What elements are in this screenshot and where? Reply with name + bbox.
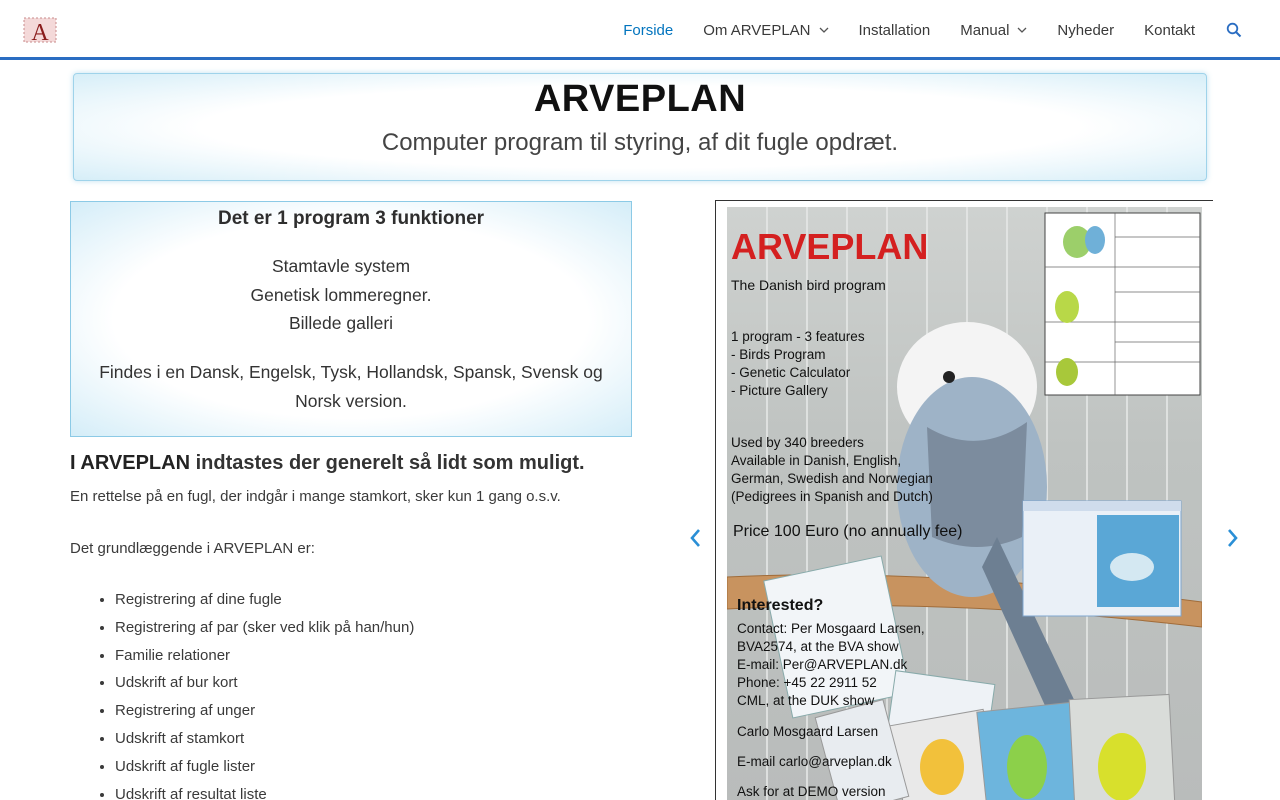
hero-banner bbox=[73, 73, 1207, 181]
list-item: • Registrering af dine fugle bbox=[115, 590, 414, 618]
nav-label: Om ARVEPLAN bbox=[703, 21, 811, 39]
chevron-right-icon bbox=[1222, 527, 1242, 549]
nav-label: Manual bbox=[960, 21, 1010, 39]
hero-title: ARVEPLAN bbox=[533, 78, 747, 120]
nav-label: Forside bbox=[623, 21, 674, 39]
nav-item-installation[interactable] bbox=[844, 0, 946, 60]
list-item: • Registrering af par (sker ved klik på han/hun) bbox=[115, 618, 414, 646]
list-item: • Registrering af unger bbox=[115, 701, 414, 729]
poster-contact-line: CML, at the DUK show bbox=[737, 693, 875, 708]
intro-heading-bold: I ARVEPLAN bbox=[70, 452, 191, 474]
slider-next-button[interactable] bbox=[1222, 527, 1242, 549]
poster-price: Price 100 Euro (no annually fee) bbox=[733, 523, 963, 540]
chevron-down-icon bbox=[819, 25, 829, 35]
intro-paragraph-basics: Det grundlæggende i ARVEPLAN er: bbox=[70, 540, 315, 557]
nav-item-om-arveplan[interactable] bbox=[688, 0, 843, 60]
poster-contact-line: E-mail: Per@ARVEPLAN.dk bbox=[737, 657, 908, 672]
search-icon bbox=[1226, 22, 1242, 38]
poster-contact-line: Phone: +45 22 2911 52 bbox=[737, 675, 877, 690]
poster-usage-line: German, Swedish and Norwegian bbox=[731, 471, 933, 486]
list-item: • Udskrift af fugle lister bbox=[115, 757, 414, 785]
nav-label: Nyheder bbox=[1057, 21, 1115, 39]
features-list bbox=[71, 252, 631, 338]
search-button[interactable] bbox=[1210, 0, 1280, 60]
poster-title: ARVEPLAN bbox=[731, 226, 929, 267]
intro-heading-rest: indtastes der generelt så lidt som muligt. bbox=[190, 452, 585, 474]
list-item: • Udskrift af stamkort bbox=[115, 729, 414, 757]
nav-label: Installation bbox=[858, 21, 931, 39]
poster-usage-line: Available in Danish, English, bbox=[731, 453, 902, 468]
feature-item: Billede galleri bbox=[288, 313, 394, 333]
poster-feature-line: - Birds Program bbox=[731, 347, 826, 362]
poster-contact2-line: E-mail carlo@arveplan.dk bbox=[737, 754, 892, 769]
slider-prev-button[interactable] bbox=[686, 527, 706, 549]
features-box bbox=[70, 201, 632, 437]
poster-usage-line: (Pedigrees in Spanish and Dutch) bbox=[731, 489, 933, 504]
nav-item-forside[interactable] bbox=[608, 0, 688, 60]
features-languages: Findes i en Dansk, Engelsk, Tysk, Hollandsk, Spansk, Svensk og Norsk version. bbox=[99, 361, 603, 411]
main-nav bbox=[608, 0, 1280, 60]
site-header bbox=[0, 0, 1280, 60]
poster-usage-line: Used by 340 breeders bbox=[731, 435, 864, 450]
hero-subtitle: Computer program til styring, af dit fugle opdræt. bbox=[381, 129, 899, 156]
chevron-left-icon bbox=[686, 527, 706, 549]
site-logo[interactable] bbox=[20, 16, 60, 44]
nav-item-manual[interactable] bbox=[945, 0, 1042, 60]
poster-feature-line: 1 program - 3 features bbox=[731, 329, 865, 344]
intro-paragraph: En rettelse på en fugl, der indgår i mange stamkort, sker kun 1 gang o.s.v. bbox=[70, 488, 561, 505]
poster-tagline: The Danish bird program bbox=[731, 277, 886, 293]
poster-contact2-line: Carlo Mosgaard Larsen bbox=[737, 724, 879, 739]
basics-list bbox=[115, 590, 414, 800]
feature-item: Genetisk lommeregner. bbox=[250, 284, 432, 305]
poster-contact-line: Contact: Per Mosgaard Larsen, bbox=[737, 621, 925, 636]
poster-feature-line: - Picture Gallery bbox=[731, 383, 828, 398]
poster-demo: Ask for at DEMO version bbox=[737, 784, 886, 799]
nav-label: Kontakt bbox=[1144, 21, 1195, 39]
poster-contact-line: BVA2574, at the BVA show bbox=[737, 639, 899, 654]
poster-image bbox=[727, 207, 1202, 800]
logo-icon bbox=[20, 16, 60, 44]
poster-interested: Interested? bbox=[737, 597, 824, 614]
features-title: Det er 1 program 3 funktioner bbox=[217, 208, 485, 229]
chevron-down-icon bbox=[1017, 25, 1027, 35]
list-item: • Udskrift af resultat liste bbox=[115, 785, 414, 800]
list-item: • Udskrift af bur kort bbox=[115, 673, 414, 701]
nav-item-nyheder[interactable] bbox=[1042, 0, 1129, 60]
image-slider[interactable] bbox=[715, 200, 1213, 800]
nav-item-kontakt[interactable] bbox=[1129, 0, 1210, 60]
poster-feature-line: - Genetic Calculator bbox=[731, 365, 851, 380]
intro-heading bbox=[70, 452, 585, 475]
feature-item: Stamtavle system bbox=[271, 256, 411, 276]
list-item: • Familie relationer bbox=[115, 646, 414, 674]
logo-letter: A bbox=[31, 20, 49, 44]
